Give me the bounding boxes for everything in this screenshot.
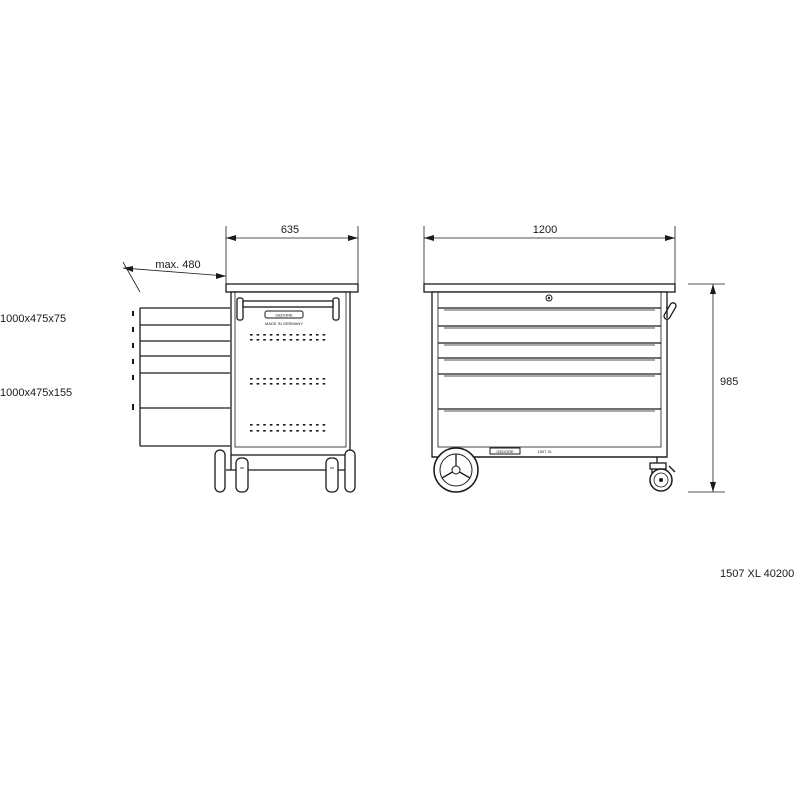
perforation-hole — [250, 334, 253, 336]
perforation-hole — [290, 383, 293, 385]
perforation-hole — [323, 339, 326, 341]
perforation-hole — [276, 430, 279, 432]
svg-text:MADE IN GERMANY: MADE IN GERMANY — [264, 321, 304, 326]
perforation-hole — [323, 430, 326, 432]
dimension-width-label: 1200 — [532, 224, 558, 236]
extended-drawers — [133, 308, 230, 446]
perforation-hole — [263, 339, 266, 341]
dimension-depth — [226, 224, 358, 284]
svg-text:1507 XL: 1507 XL — [537, 449, 553, 454]
perforation-hole — [323, 383, 326, 385]
dimension-depth-label: 635 — [280, 224, 300, 236]
perforation-hole — [323, 424, 326, 426]
front-worktop — [424, 284, 675, 292]
perforation-hole — [303, 334, 306, 336]
perforation-hole — [290, 339, 293, 341]
perforation-hole — [303, 378, 306, 380]
perforation-hole — [270, 378, 273, 380]
perforation-hole — [290, 334, 293, 336]
dimension-height-label: 985 — [720, 376, 739, 388]
side-wheels — [215, 450, 355, 492]
dimension-height — [688, 284, 738, 492]
perforation-hole — [257, 383, 260, 385]
lock-icon — [546, 295, 552, 301]
dimension-width — [424, 224, 675, 284]
perforation-hole — [303, 430, 306, 432]
svg-text:GEDORE: GEDORE — [275, 312, 293, 318]
perforation-hole — [257, 424, 260, 426]
perforation-hole — [296, 378, 299, 380]
drawer-label-upper: 1000x475x75 — [0, 313, 67, 325]
perforation-hole — [323, 334, 326, 336]
perforation-hole — [309, 424, 312, 426]
side-brand-badge — [265, 311, 303, 326]
front-wheel-fixed — [434, 448, 478, 492]
perforation-hole — [296, 424, 299, 426]
perforation-hole — [323, 378, 326, 380]
perforation-hole — [283, 334, 286, 336]
perforation-hole — [263, 383, 266, 385]
perforation-hole — [316, 430, 319, 432]
perforation-hole — [303, 339, 306, 341]
perforation-hole — [257, 430, 260, 432]
perforation-hole — [270, 334, 273, 336]
perforation-hole — [270, 424, 273, 426]
perforation-hole — [309, 383, 312, 385]
side-worktop — [226, 284, 358, 292]
front-caster-swivel — [650, 463, 675, 491]
perforation-hole — [296, 383, 299, 385]
perforation-hole — [283, 383, 286, 385]
perforation-hole — [257, 334, 260, 336]
perforation-hole — [270, 430, 273, 432]
perforation-hole — [316, 334, 319, 336]
perforation-hole — [276, 383, 279, 385]
perforation-hole — [303, 383, 306, 385]
perforation-hole — [263, 430, 266, 432]
perforation-hole — [263, 334, 266, 336]
perforation-hole — [296, 430, 299, 432]
perforation-hole — [257, 378, 260, 380]
front-view — [424, 224, 738, 492]
perforation-hole — [309, 334, 312, 336]
product-code: 1507 XL 40200 — [720, 568, 795, 580]
perforation-hole — [263, 424, 266, 426]
perforation-hole — [303, 424, 306, 426]
dimension-drawer-extension-label: max. 480 — [155, 259, 201, 271]
drawer-label-lower: 1000x475x155 — [0, 387, 73, 399]
svg-text:GEDORE: GEDORE — [496, 449, 514, 454]
perforation-hole — [276, 378, 279, 380]
perforation-hole — [296, 339, 299, 341]
perforation-hole — [316, 339, 319, 341]
dimension-drawer-extension — [123, 259, 226, 292]
perforation-hole — [250, 430, 253, 432]
perforation-hole — [283, 378, 286, 380]
perforation-hole — [270, 383, 273, 385]
perforation-hole — [250, 378, 253, 380]
perforation-hole — [250, 339, 253, 341]
perforation-hole — [276, 339, 279, 341]
perforation-hole — [290, 424, 293, 426]
perforation-hole — [250, 424, 253, 426]
perforation-hole — [316, 383, 319, 385]
perforation-hole — [263, 378, 266, 380]
perforation-hole — [316, 378, 319, 380]
side-view — [0, 224, 358, 492]
perforation-hole — [276, 334, 279, 336]
perforation-hole — [283, 424, 286, 426]
perforation-hole — [290, 378, 293, 380]
perforation-hole — [276, 424, 279, 426]
perforation-hole — [309, 378, 312, 380]
perforation-hole — [316, 424, 319, 426]
perforation-hole — [296, 334, 299, 336]
perforation-hole — [283, 339, 286, 341]
perforation-hole — [257, 339, 260, 341]
perforation-hole — [290, 430, 293, 432]
perforation-hole — [250, 383, 253, 385]
perforation-hole — [270, 339, 273, 341]
perforation-hole — [309, 339, 312, 341]
perforation-hole — [283, 430, 286, 432]
perforation-hole — [309, 430, 312, 432]
